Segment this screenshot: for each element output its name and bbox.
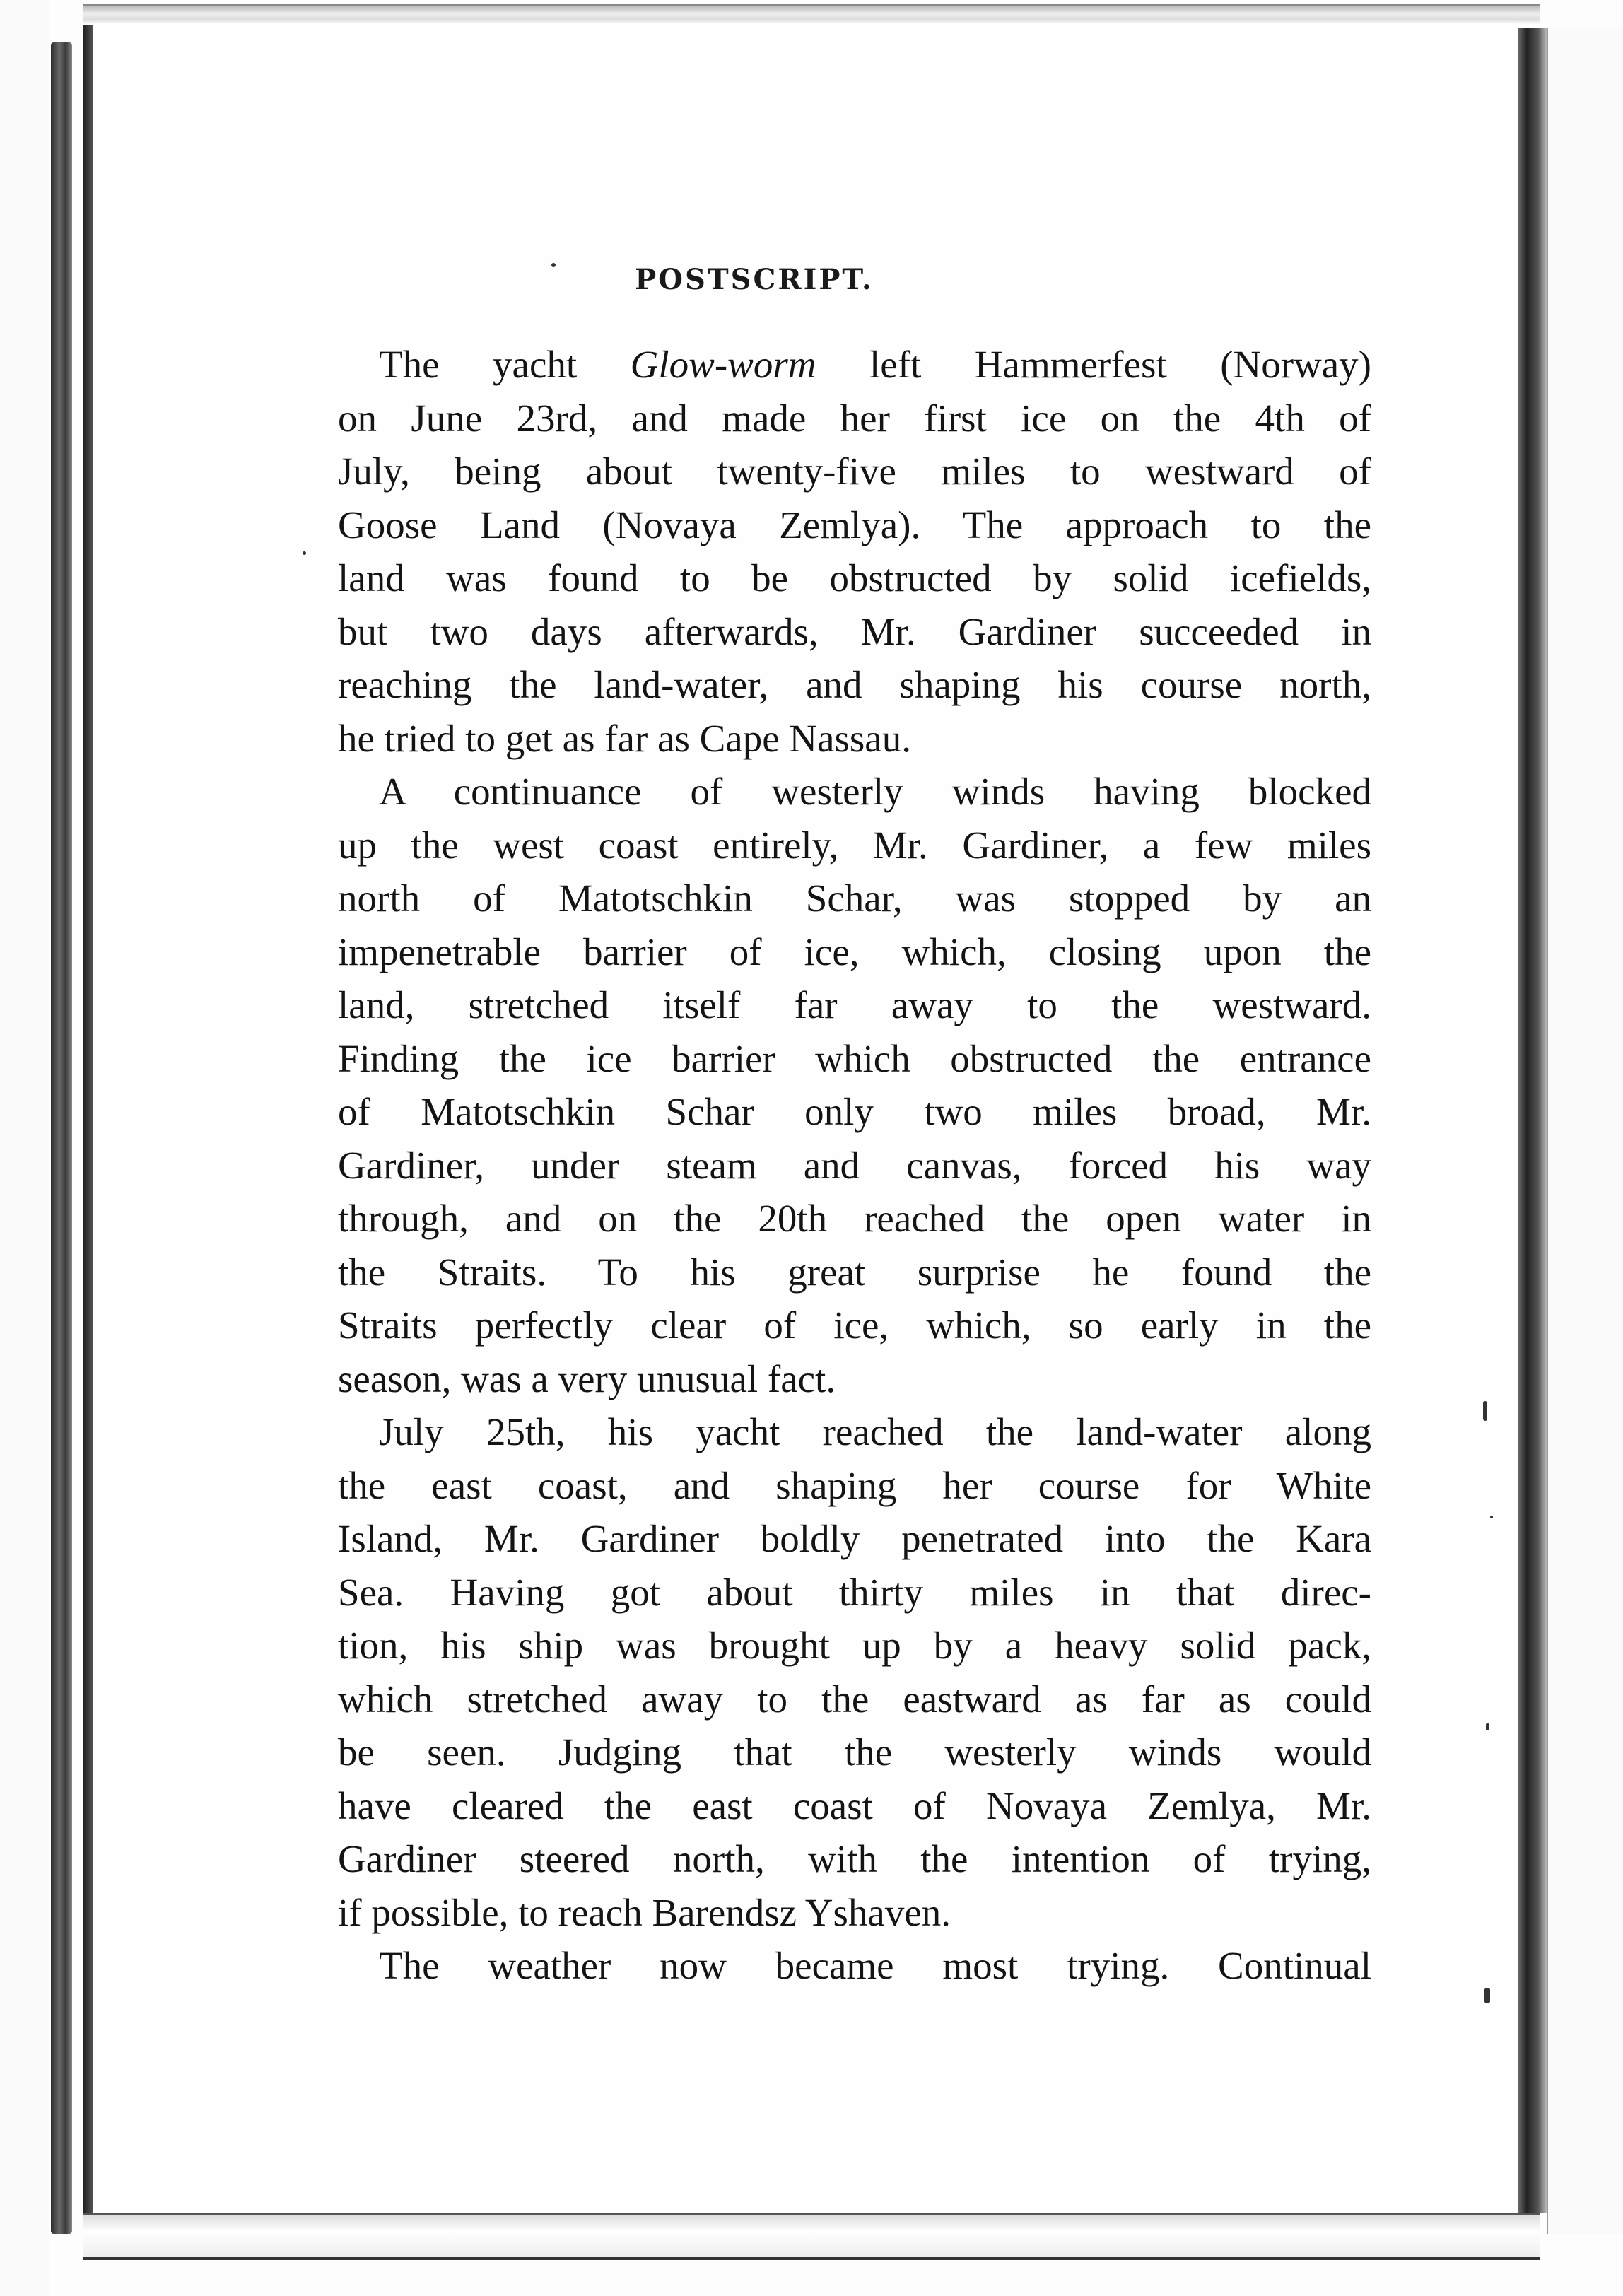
- text-line: north of Matotschkin Schar, was stopped by an: [338, 877, 1371, 920]
- paragraph-1: [338, 338, 1371, 765]
- text-line: Finding the ice barrier which obstructed the entrance: [338, 1036, 1371, 1080]
- paragraph-3: [338, 1405, 1371, 1939]
- text-line: land, stretched itself far away to the westward.: [338, 983, 1371, 1026]
- text-line: A continuance of westerly winds having blocked: [379, 770, 1371, 813]
- left-margin: [0, 0, 49, 2296]
- page-left-shadow: [83, 14, 93, 2241]
- page-body: [93, 23, 1518, 2213]
- text-line: Straits perfectly clear of ice, which, so early in the: [338, 1304, 1371, 1347]
- yacht-name: Glow-worm: [630, 343, 816, 386]
- text-line: land was found to be obstructed by solid icefields,: [338, 556, 1371, 599]
- text-line: Island, Mr. Gardiner boldly penetrated into the Kara: [338, 1517, 1371, 1560]
- scan-speck: [551, 263, 556, 267]
- page-bottom-edge: [83, 2213, 1540, 2260]
- scan-speck: [1483, 1401, 1487, 1421]
- text-line: Gardiner, under steam and canvas, forced his way: [338, 1143, 1371, 1187]
- facing-page-edge: [1547, 28, 1623, 2234]
- scan-speck: [303, 551, 306, 555]
- scan-speck: [1490, 1516, 1493, 1518]
- text-line: have cleared the east coast of Novaya Zemlya, Mr.: [338, 1784, 1371, 1827]
- page-top-edge: [83, 4, 1540, 25]
- text-block: [338, 338, 1371, 1993]
- text-line: on June 23rd, and made her first ice on the 4th of: [338, 396, 1371, 440]
- text-line: The yacht Glow-worm left Hammerfest (Norway): [379, 343, 1371, 386]
- book-spine-edge: [51, 42, 72, 2234]
- text-line: the east coast, and shaping her course for White: [338, 1463, 1371, 1507]
- text-line: through, and on the 20th reached the open water in: [338, 1197, 1371, 1240]
- text-line: The weather now became most trying. Continual: [379, 1944, 1371, 1987]
- text-line: be seen. Judging that the westerly winds would: [338, 1730, 1371, 1774]
- text-line: impenetrable barrier of ice, which, closing upon the: [338, 930, 1371, 973]
- text-line: up the west coast entirely, Mr. Gardiner, a few miles: [338, 823, 1371, 867]
- text-line: the Straits. To his great surprise he found the: [338, 1250, 1371, 1294]
- text-line: season, was a very unusual fact.: [338, 1357, 836, 1400]
- scan-speck: [1486, 1723, 1489, 1730]
- paragraph-4: [338, 1939, 1371, 1993]
- paragraph-2: [338, 765, 1371, 1405]
- text-line: which stretched away to the eastward as far as could: [338, 1677, 1371, 1721]
- scan-speck: [1484, 1988, 1490, 2003]
- page-right-gutter: [1518, 28, 1547, 2213]
- text-line: Sea. Having got about thirty miles in that direc-: [338, 1570, 1371, 1614]
- text-line: July, being about twenty-five miles to westward of: [338, 450, 1371, 493]
- page-heading: POSTSCRIPT.: [635, 263, 874, 296]
- text-line: reaching the land-water, and shaping his course north,: [338, 663, 1371, 706]
- text-line: Gardiner steered north, with the intention of trying,: [338, 1837, 1371, 1880]
- text-line: tion, his ship was brought up by a heavy solid pack,: [338, 1624, 1371, 1667]
- text-line: he tried to get as far as Cape Nassau.: [338, 716, 911, 760]
- text-line: Goose Land (Novaya Zemlya). The approach to the: [338, 503, 1371, 546]
- text-line: if possible, to reach Barendsz Yshaven.: [338, 1890, 951, 1934]
- text-line: but two days afterwards, Mr. Gardiner succeeded in: [338, 609, 1371, 653]
- text-line: of Matotschkin Schar only two miles broad, Mr.: [338, 1090, 1371, 1133]
- text-line: July 25th, his yacht reached the land-water along: [379, 1410, 1371, 1453]
